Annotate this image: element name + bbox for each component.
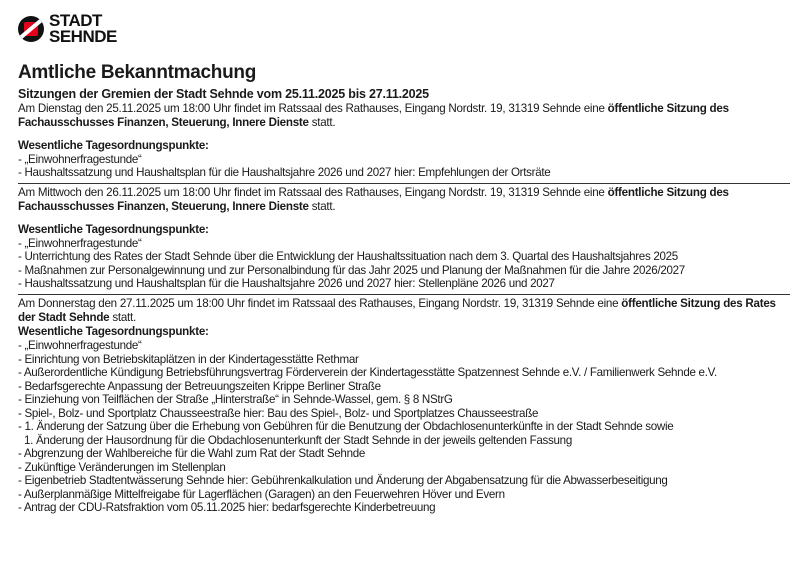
agenda-item: - Außerordentliche Kündigung Betriebsführungsvertrag Förderverein der Kindertagesstätte Spatzennest Sehnde e.V. / Familienwerk Sehnde e.V. [18, 366, 717, 380]
logo-wordmark [49, 13, 117, 45]
agenda-item: - „Einwohnerfragestunde“ [18, 152, 142, 166]
agenda-heading: Wesentliche Tagesordnungspunkte: [18, 138, 209, 152]
divider [18, 294, 790, 295]
logo-line-2: SEHNDE [49, 27, 117, 46]
divider [18, 183, 790, 184]
agenda-item: - Einrichtung von Betriebskitaplätzen in der Kindertagesstätte Rethmar [18, 352, 359, 366]
session-intro: Am Dienstag den 25.11.2025 um 18:00 Uhr findet im Ratssaal des Rathauses, Eingang Nordstr. 19, 31319 Sehnde eine öffentliche Sitzung des Fachausschusses Finanzen, Steuerung, Innere Dienste statt. [18, 102, 729, 130]
city-logo [18, 6, 790, 52]
agenda-item: - 1. Änderung der Satzung über die Erhebung von Gebühren für die Benutzung der Obdachlosenunterkünfte in der Stadt Sehnde sowie [18, 420, 674, 434]
agenda-item: - Einziehung von Teilflächen der Straße „Hinterstraße“ in Sehnde-Wassel, gem. § 8 NStrG [18, 393, 453, 407]
agenda-item-continuation: 1. Änderung der Hausordnung für die Obdachlosenunterkunft der Stadt Sehnde in der jeweils geltenden Fassung [24, 433, 572, 447]
agenda-item: - Antrag der CDU-Ratsfraktion vom 05.11.2025 hier: bedarfsgerechte Kinderbetreuung [18, 501, 436, 515]
agenda-list [18, 153, 790, 180]
agenda-item: - Zukünftige Veränderungen im Stellenplan [18, 460, 226, 474]
agenda-item: - Haushaltssatzung und Haushaltsplan für die Haushaltsjahre 2026 und 2027 hier: Stellenpläne 2026 und 2027 [18, 277, 555, 291]
page-subtitle: Sitzungen der Gremien der Stadt Sehnde vom 25.11.2025 bis 27.11.2025 [18, 87, 429, 101]
agenda-heading: Wesentliche Tagesordnungspunkte: [18, 222, 209, 236]
agenda-item: - Spiel-, Bolz- und Sportplatz Chausseestraße hier: Bau des Spiel-, Bolz- und Sportplatzes Chausseestraße [18, 406, 539, 420]
logo-line-1: STADT [49, 11, 102, 30]
session-2 [18, 186, 790, 291]
agenda-item: - Abgrenzung der Wahlbereiche für die Wahl zum Rat der Stadt Sehnde [18, 447, 366, 461]
session-intro: Am Mittwoch den 26.11.2025 um 18:00 Uhr findet im Ratssaal des Rathauses, Eingang Nordstr. 19, 31319 Sehnde eine öffentliche Sitzung des Fachausschusses Finanzen, Steuerung, Innere Dienste statt. [18, 185, 729, 214]
agenda-item: - Außerplanmäßige Mittelfreigabe für Lagerflächen (Garagen) an den Feuerwehren Höver und Evern [18, 487, 505, 501]
agenda-item: - Bedarfsgerechte Anpassung der Betreuungszeiten Krippe Berliner Straße [18, 379, 381, 393]
agenda-item: - „Einwohnerfragestunde“ [18, 339, 142, 353]
agenda-list [18, 237, 790, 291]
agenda-heading: Wesentliche Tagesordnungspunkte: [18, 325, 209, 339]
agenda-list [18, 339, 790, 515]
agenda-item: - Eigenbetrieb Stadtentwässerung Sehnde hier: Gebührenkalkulation und Änderung der Abgabensatzung für die Abwasserbeseitigung [18, 474, 668, 488]
agenda-item: - „Einwohnerfragestunde“ [18, 236, 142, 250]
session-intro: Am Donnerstag den 27.11.2025 um 18:00 Uhr findet im Ratssaal des Rathauses, Eingang Nordstr. 19, 31319 Sehnde eine öffentliche Sitzung des Rates der Stadt Sehnde statt. [18, 296, 776, 325]
agenda-item: - Haushaltssatzung und Haushaltsplan für die Haushaltsjahre 2026 und 2027 hier: Empfehlungen der Ortsräte [18, 166, 551, 180]
agenda-item: - Maßnahmen zur Personalgewinnung und zur Personalbindung für das Jahr 2025 und Planung der Maßnahmen für die Jahre 2026/2027 [18, 263, 685, 277]
session-3 [18, 297, 790, 515]
session-1 [18, 102, 790, 180]
city-emblem-icon [18, 16, 44, 42]
page-title: Amtliche Bekanntmachung [18, 62, 257, 83]
agenda-item: - Unterrichtung des Rates der Stadt Sehnde über die Entwicklung der Haushaltssituation nach dem 3. Quartal des Haushaltsjahres 2025 [18, 250, 678, 264]
